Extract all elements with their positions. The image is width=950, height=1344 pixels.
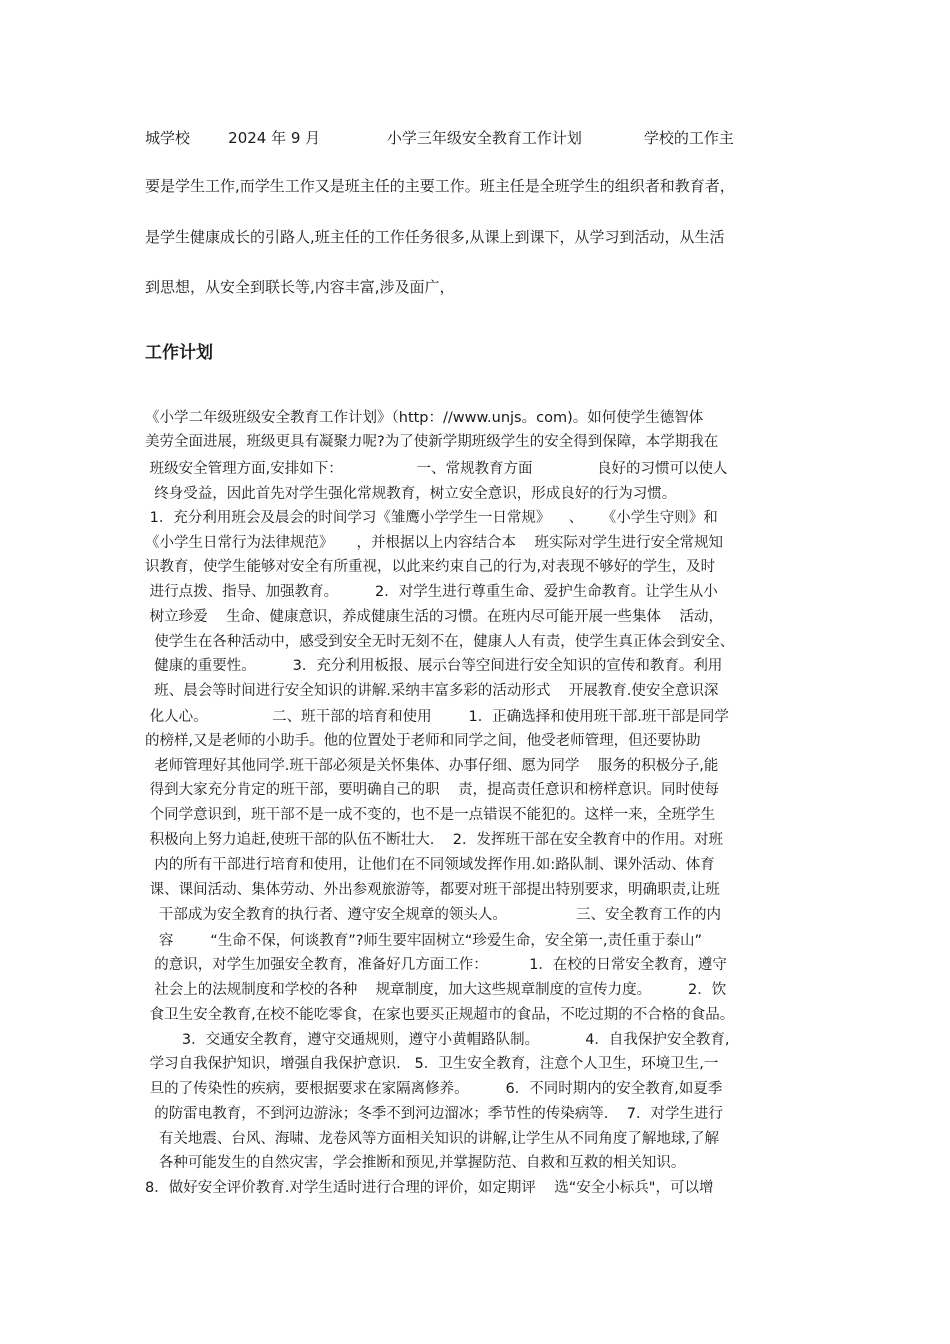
body-line: 内的所有干部进行培育和使用，让他们在不同领域发挥作用.如:路队制、课外活动、体育 bbox=[145, 857, 715, 873]
body-line: 旦的了传染性的疾病，要根据要求在家隔离修养。 6．不同时期内的安全教育,如夏季 bbox=[145, 1081, 723, 1097]
intro-line: 是学生健康成长的引路人,班主任的工作任务很多,从课上到课下，从学习到活动，从生活 bbox=[145, 228, 725, 246]
body-line: 终身受益，因此首先对学生强化常规教育，树立安全意识，形成良好的行为习惯。 bbox=[145, 486, 677, 502]
body-line: 的防雷电教育，不到河边游泳；冬季不到河边溜冰；季节性的传染病等. 7．对学生进行 bbox=[145, 1106, 723, 1122]
body-line: 干部成为安全教育的执行者、遵守安全规章的领头人。 三、安全教育工作的内 bbox=[145, 907, 721, 923]
body-line: 使学生在各种活动中，感受到安全无时无刻不在，健康人人有责，使学生真正体会到安全、 bbox=[145, 634, 735, 650]
body-line: 树立珍爱 生命、健康意识，养成健康生活的习惯。在班内尽可能开展一些集体 活动， bbox=[145, 609, 723, 625]
intro-line: 到思想，从安全到联长等,内容丰富,涉及面广， bbox=[145, 278, 455, 296]
intro-line: 城学校 2024 年 9 月 小学三年级安全教育工作计划 学校的工作主 bbox=[145, 129, 734, 147]
section-heading: 工作计划 bbox=[145, 343, 213, 363]
body-line: 3．交通安全教育，遵守交通规则，遵守小黄帽路队制。 4．自我保护安全教育, bbox=[145, 1032, 730, 1048]
body-line: 进行点拨、指导、加强教育。 2．对学生进行尊重生命、爱护生命教育。让学生从小 bbox=[145, 584, 718, 600]
body-line: 各种可能发生的自然灾害，学会推断和预见,并掌握防范、自救和互救的相关知识。 bbox=[145, 1155, 686, 1171]
body-line: 容 “生命不保，何谈教育”?师生要牢固树立“珍爱生命，安全第一,责任重于泰山” bbox=[145, 933, 703, 949]
body-line: 食卫生安全教育,在校不能吃零食，在家也要买正规超市的食品，不吃过期的不合格的食品。 bbox=[145, 1007, 735, 1023]
body-line: 有关地震、台风、海啸、龙卷风等方面相关知识的讲解,让学生从不同角度了解地球,了解 bbox=[145, 1131, 720, 1147]
body-line: 课、课间活动、集体劳动、外出参观旅游等，都要对班干部提出特别要求，明确职责,让班 bbox=[145, 882, 720, 898]
body-line: 《小学二年级班级安全教育工作计划》（http：//www.unjs。com)。如何使学生德智体 bbox=[145, 410, 704, 426]
body-line: 识教育，使学生能够对安全有所重视，以此来约束自己的行为,对表现不够好的学生，及时 bbox=[145, 559, 716, 575]
body-line: 化人心。 二、班干部的培育和使用 1．正确选择和使用班干部.班干部是同学 bbox=[145, 709, 729, 725]
body-line: 老师管理好其他同学.班干部必须是关怀集体、办事仔细、愿为同学 服务的积极分子,能 bbox=[145, 758, 719, 774]
body-line: 1．充分利用班会及晨会的时间学习《雏鹰小学学生一日常规》 、 《小学生守则》和 bbox=[145, 510, 718, 526]
body-line: 得到大家充分肯定的班干部，要明确自己的职 责，提高责任意识和榜样意识。同时使每 bbox=[145, 782, 720, 798]
body-line: 《小学生日常行为法律规范》 ，并根据以上内容结合本 班实际对学生进行安全常规知 bbox=[145, 535, 723, 551]
body-line: 8．做好安全评价教育.对学生适时进行合理的评价，如定期评 选“安全小标兵"，可以增 bbox=[145, 1180, 714, 1196]
body-line: 美劳全面进展，班级更具有凝聚力呢?为了使新学期班级学生的安全得到保障，本学期我在 bbox=[145, 434, 719, 450]
body-line: 社会上的法规制度和学校的各种 规章制度，加大这些规章制度的宣传力度。 2．饮 bbox=[145, 982, 727, 998]
body-line: 个同学意识到，班干部不是一成不变的，也不是一点错误不能犯的。这样一来，全班学生 bbox=[145, 807, 716, 823]
body-line: 积极向上努力追赶,使班干部的队伍不断壮大. 2．发挥班干部在安全教育中的作用。对班 bbox=[145, 832, 723, 848]
body-line: 健康的重要性。 3．充分利用板报、展示台等空间进行安全知识的宣传和教育。利用 bbox=[145, 658, 723, 674]
body-line: 学习自我保护知识，增强自我保护意识. 5．卫生安全教育，注意个人卫生，环境卫生,一 bbox=[145, 1056, 719, 1072]
body-line: 班、晨会等时间进行安全知识的讲解.采纳丰富多彩的活动形式 开展教育.使安全意识深 bbox=[145, 683, 719, 699]
intro-line: 要是学生工作,而学生工作又是班主任的主要工作。班主任是全班学生的组织者和教育者， bbox=[145, 177, 735, 195]
body-line: 的意识，对学生加强安全教育，准备好几方面工作： 1．在校的日常安全教育，遵守 bbox=[145, 957, 727, 973]
body-line: 班级安全管理方面,安排如下： 一、常规教育方面 良好的习惯可以使人 bbox=[145, 461, 728, 477]
body-line: 的榜样,又是老师的小助手。他的位置处于老师和同学之间，他受老师管理，但还要协助 bbox=[145, 733, 701, 749]
